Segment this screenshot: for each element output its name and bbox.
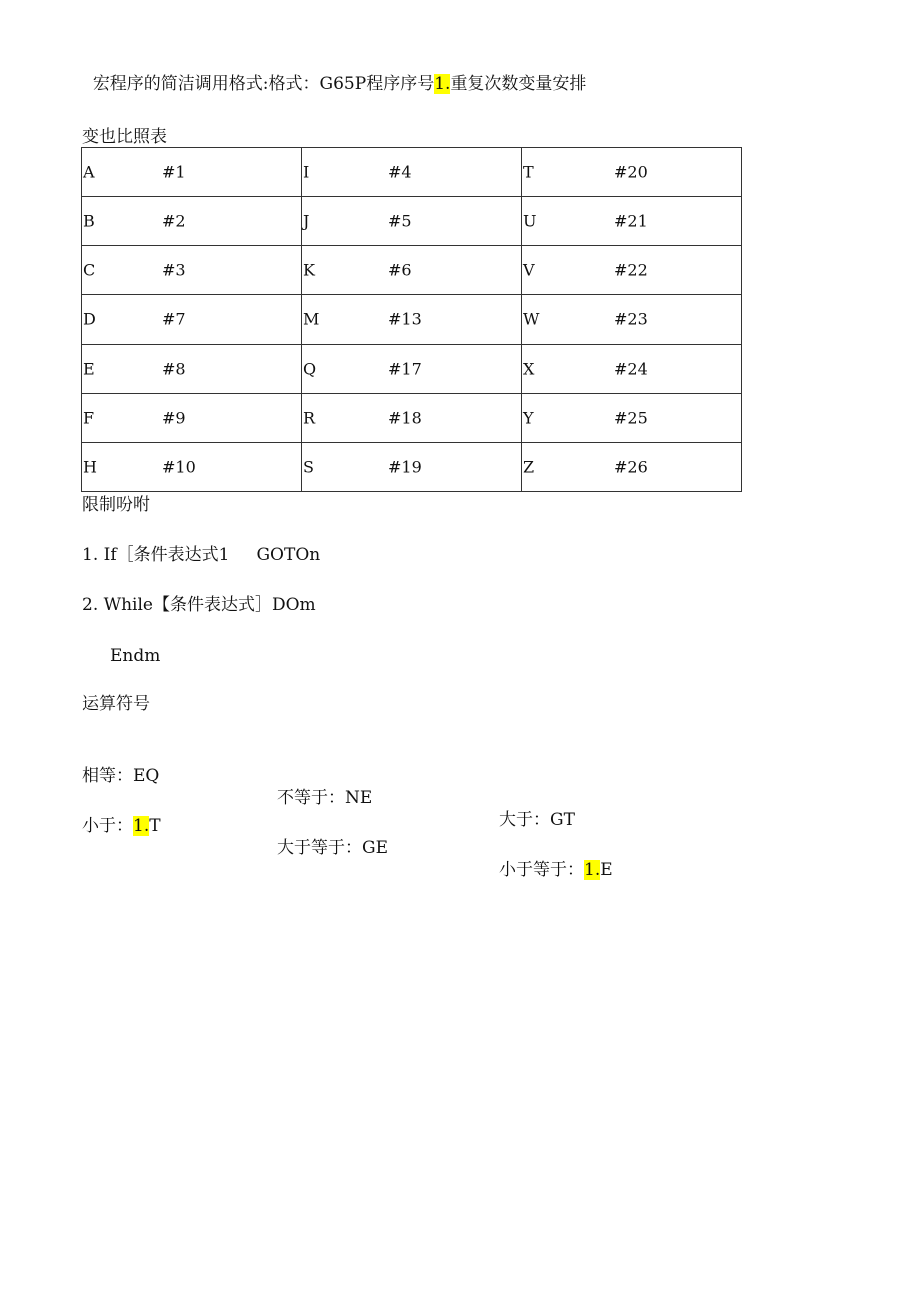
variable-number: #25 [614, 408, 648, 428]
variable-letter: T [523, 162, 534, 182]
variable-number: #9 [162, 408, 186, 428]
variable-number: #7 [162, 309, 186, 329]
variable-number: #21 [614, 211, 648, 231]
variable-number: #8 [162, 359, 186, 379]
variable-number: #3 [162, 260, 186, 280]
variable-cell [82, 148, 302, 197]
operator-lt-suffix: T [149, 816, 161, 836]
variable-number: #26 [614, 457, 648, 477]
operator-le-prefix: 小于等于： [499, 860, 584, 880]
variable-cell [82, 442, 302, 491]
operator-ne: 不等于：NE [277, 788, 373, 808]
variable-letter: U [523, 211, 537, 231]
variable-cell [302, 393, 522, 442]
variable-letter: D [83, 309, 96, 329]
operator-le [499, 859, 613, 881]
variable-letter: R [303, 408, 316, 428]
control-section-title: 限制吩咐 [82, 495, 150, 515]
operator-gt: 大于：GT [499, 810, 575, 830]
variable-cell [522, 148, 742, 197]
variable-cell [82, 197, 302, 246]
variable-letter: Z [523, 457, 535, 477]
highlighted-number: 1. [434, 74, 451, 94]
variable-number: #10 [162, 457, 196, 477]
variable-letter: J [303, 211, 310, 231]
variable-cell [522, 393, 742, 442]
table-row [82, 393, 742, 442]
variable-cell [302, 442, 522, 491]
variable-cell [522, 295, 742, 344]
table-row [82, 197, 742, 246]
macro-call-format-suffix: 重复次数变量安排 [450, 74, 587, 94]
variable-letter: I [303, 162, 310, 182]
variable-cell [302, 197, 522, 246]
variable-cell [302, 295, 522, 344]
variable-number: #17 [388, 359, 422, 379]
variable-letter: H [83, 457, 97, 477]
variable-number: #13 [388, 309, 422, 329]
variable-letter: E [83, 359, 95, 379]
variable-letter: C [83, 260, 96, 280]
variable-letter: S [303, 457, 314, 477]
variable-letter: B [83, 211, 95, 231]
variable-number: #5 [388, 211, 412, 231]
variable-letter: A [83, 162, 95, 182]
variable-number: #2 [162, 211, 186, 231]
variable-letter: X [523, 359, 535, 379]
variable-number: #1 [162, 162, 186, 182]
variable-number: #20 [614, 162, 648, 182]
variable-letter: K [303, 260, 315, 280]
operator-lt [82, 815, 161, 837]
variable-number: #19 [388, 457, 422, 477]
variable-cell [302, 246, 522, 295]
variable-number: #23 [614, 309, 648, 329]
table-row [82, 442, 742, 491]
variable-cell [522, 246, 742, 295]
control-item-while: 2. While【条件表达式］DOm [82, 595, 316, 615]
variable-cell [522, 442, 742, 491]
macro-call-format-line [82, 51, 586, 95]
variable-cell [82, 344, 302, 393]
variable-cell [82, 393, 302, 442]
variable-letter: M [303, 309, 320, 329]
variable-table [81, 147, 742, 492]
control-item-endm: Endm [110, 646, 161, 666]
variable-letter: Y [523, 408, 534, 428]
variable-number: #18 [388, 408, 422, 428]
table-row [82, 295, 742, 344]
operators-title: 运算符号 [82, 694, 150, 714]
operator-le-suffix: E [600, 860, 613, 880]
variable-number: #6 [388, 260, 412, 280]
variable-letter: Q [303, 359, 317, 379]
variable-cell [302, 148, 522, 197]
variable-letter: V [523, 260, 535, 280]
highlighted-number: 1. [584, 860, 601, 880]
table-row [82, 148, 742, 197]
variable-number: #24 [614, 359, 648, 379]
operator-eq: 相等：EQ [82, 766, 160, 786]
table-row [82, 344, 742, 393]
variable-cell [522, 344, 742, 393]
variable-number: #22 [614, 260, 648, 280]
operator-ge: 大于等于：GE [277, 838, 388, 858]
variable-cell [82, 246, 302, 295]
variable-letter: F [83, 408, 95, 428]
operator-lt-prefix: 小于： [82, 816, 133, 836]
table-row [82, 246, 742, 295]
variable-cell [302, 344, 522, 393]
table-title: 变也比照表 [82, 127, 167, 147]
control-item-if: 1. If［条件表达式1 GOTOn [82, 545, 321, 565]
highlighted-number: 1. [133, 816, 150, 836]
variable-cell [522, 197, 742, 246]
variable-number: #4 [388, 162, 412, 182]
macro-call-format-text: 宏程序的简洁调用格式:格式：G65P程序序号 [92, 74, 435, 94]
variable-letter: W [523, 309, 540, 329]
variable-cell [82, 295, 302, 344]
